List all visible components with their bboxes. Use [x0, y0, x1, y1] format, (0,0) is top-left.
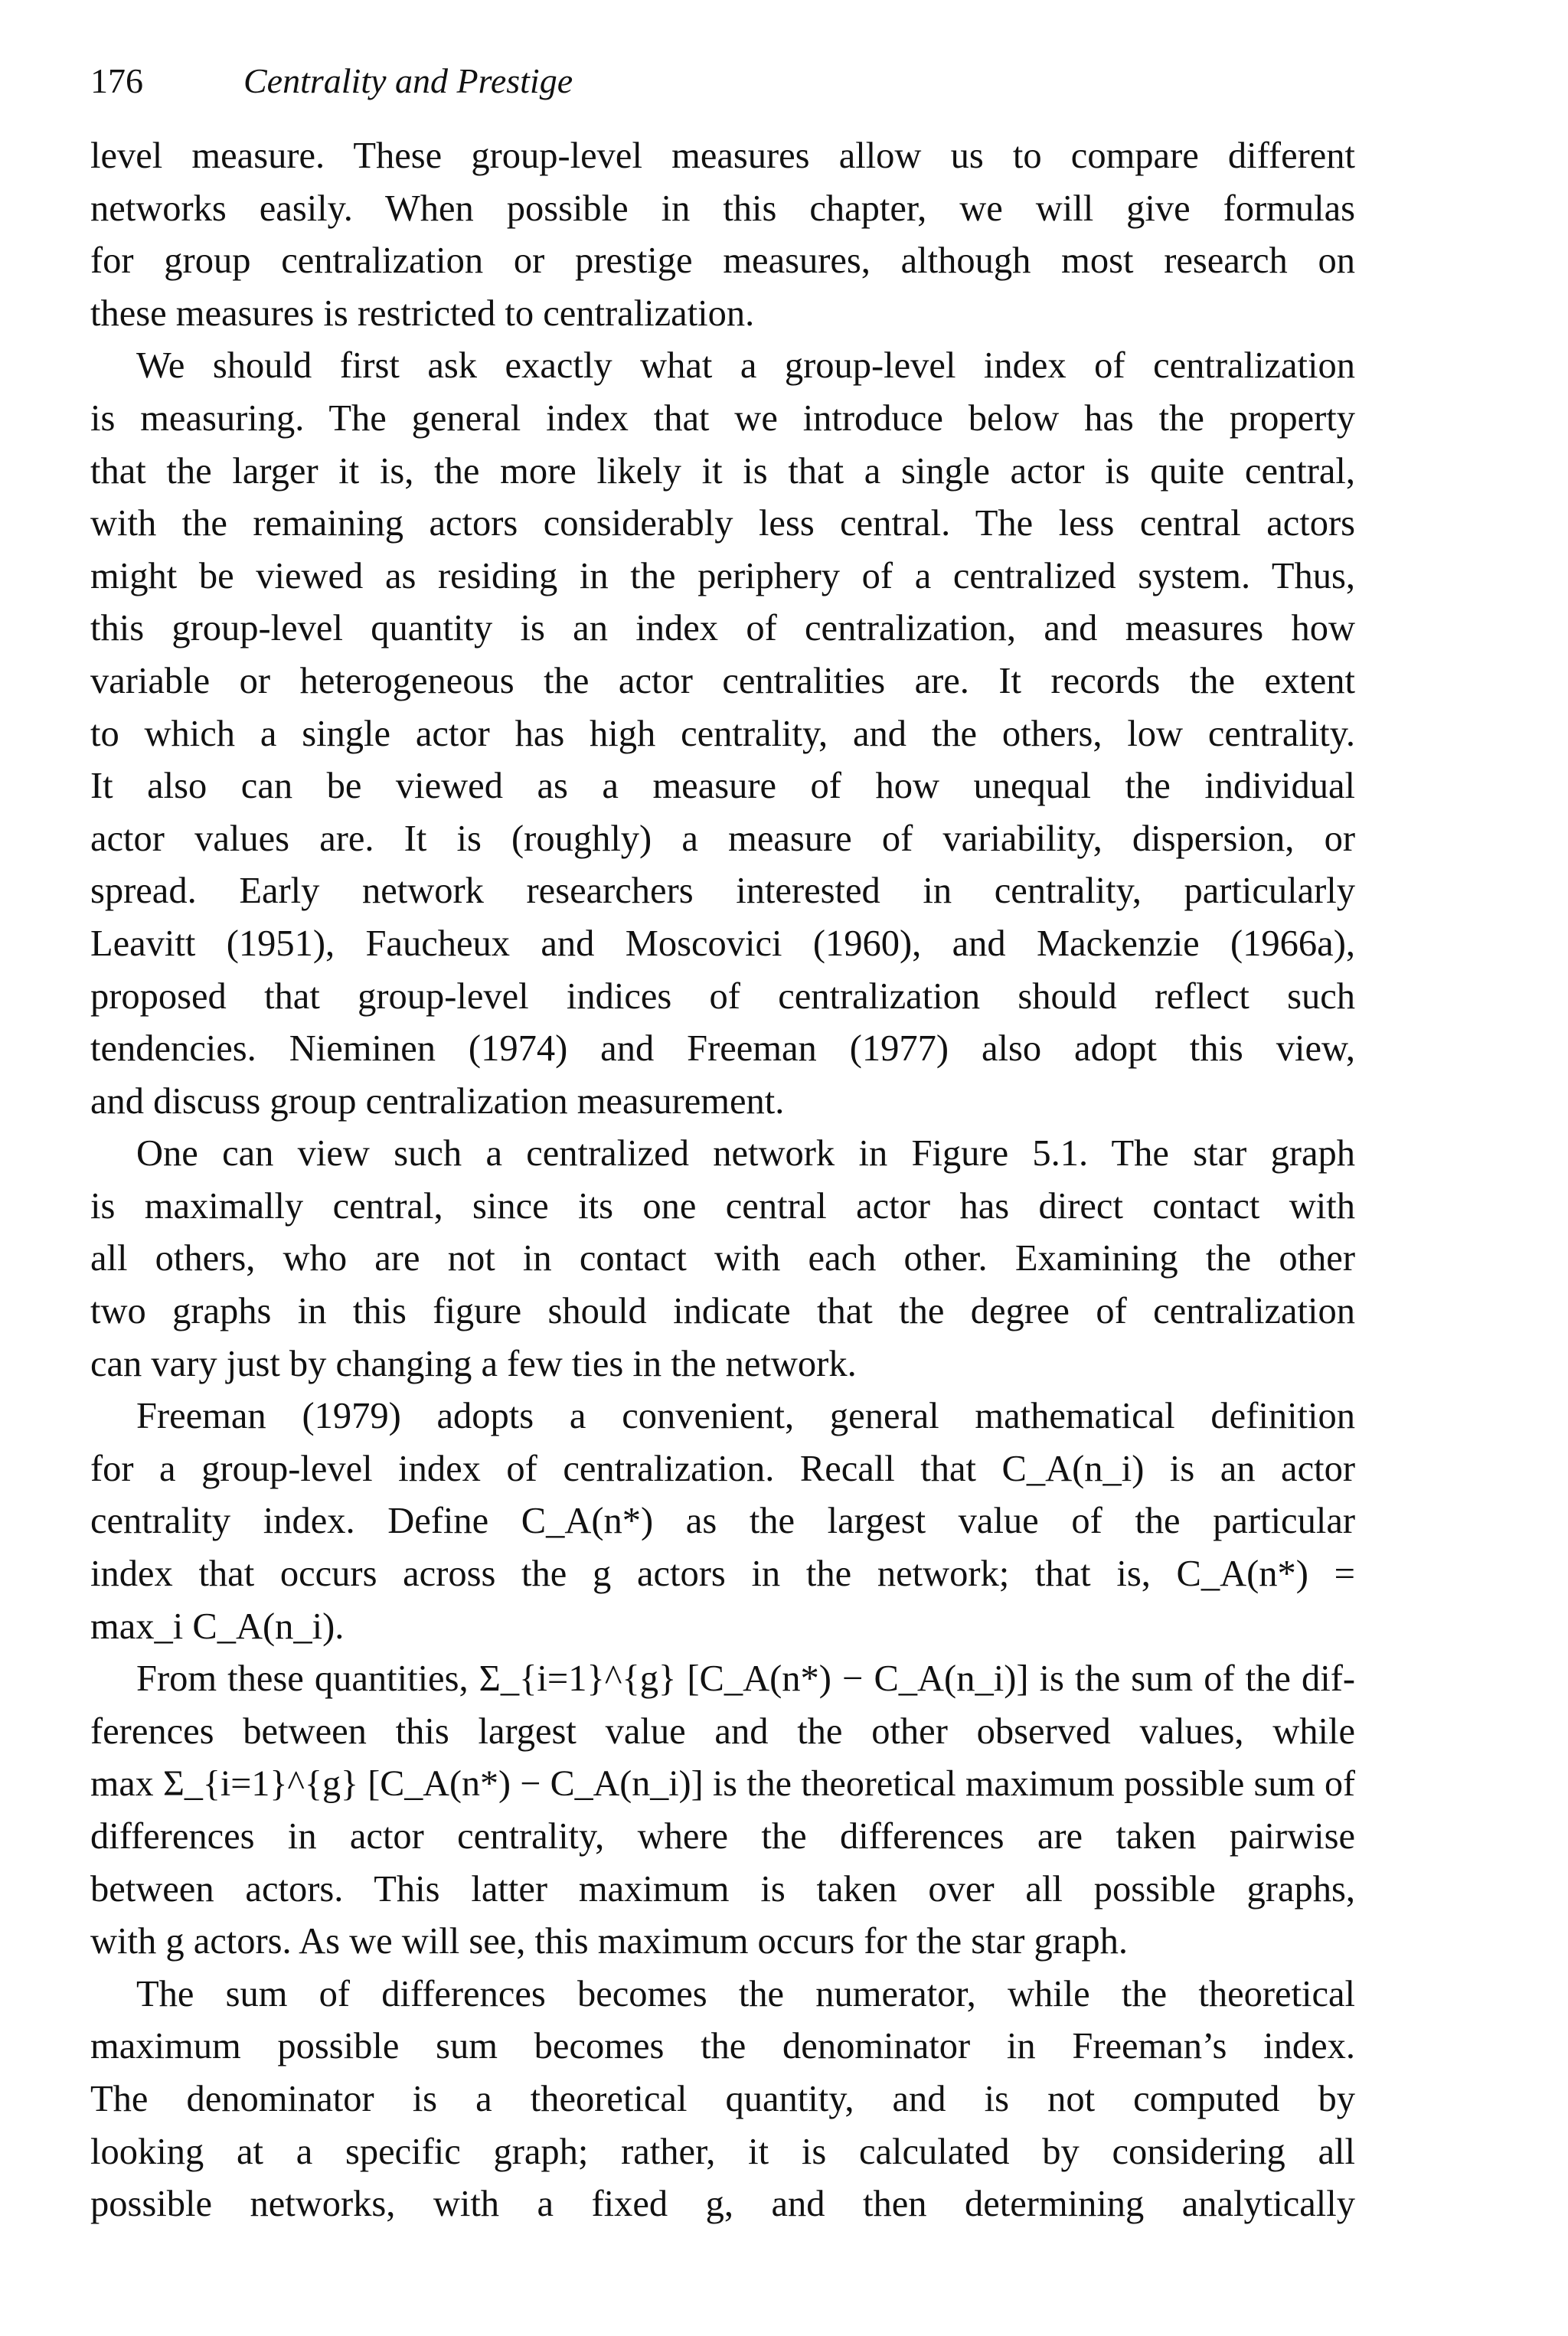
text-line: differences in actor centrality, where the differences are taken pairwise	[90, 1816, 1355, 1857]
text-line: with the remaining actors considerably less central. The less central actors	[90, 503, 1355, 544]
text-line: looking at a specific graph; rather, it is calculated by considering all	[90, 2131, 1355, 2172]
text-line: actor values are. It is (roughly) a measure of variability, dispersion, or	[90, 818, 1355, 859]
paragraph	[90, 1653, 1355, 1968]
running-title: Centrality and Prestige	[243, 61, 573, 100]
text-line: It also can be viewed as a measure of how unequal the individual	[90, 766, 1355, 807]
text-line: between actors. This latter maximum is taken over all possible graphs,	[90, 1868, 1355, 1910]
body-text	[90, 130, 1355, 2231]
text-line: Freeman (1979) adopts a convenient, general mathematical definition	[136, 1396, 1355, 1437]
text-line: The sum of differences becomes the numerator, while the theoretical	[136, 1973, 1355, 2014]
text-line: The denominator is a theoretical quantity, and is not computed by	[90, 2078, 1355, 2119]
text-line: proposed that group-level indices of centralization should reflect such	[90, 975, 1355, 1017]
text-line: index that occurs across the g actors in the network; that is, C_A(n*) =	[90, 1554, 1355, 1595]
paragraph	[90, 1968, 1355, 2231]
text-line: From these quantities, Σ_{i=1}^{g} [C_A(n*) − C_A(n_i)] is the sum of the dif-	[136, 1658, 1355, 1700]
text-line: with g actors. As we will see, this maximum occurs for the star graph.	[90, 1921, 1129, 1962]
text-line: that the larger it is, the more likely it is that a single actor is quite central,	[90, 450, 1355, 492]
text-line: to which a single actor has high centrality, and the others, low centrality.	[90, 713, 1355, 754]
text-line: Leavitt (1951), Faucheux and Moscovici (1960), and Mackenzie (1966a),	[90, 923, 1355, 964]
text-line: max_i C_A(n_i).	[90, 1606, 345, 1647]
text-line: One can view such a centralized network in Figure 5.1. The star graph	[136, 1133, 1355, 1175]
text-line: is maximally central, since its one central actor has direct contact with	[90, 1185, 1355, 1227]
text-line: is measuring. The general index that we introduce below has the property	[90, 397, 1355, 439]
running-head	[90, 58, 573, 104]
text-line: all others, who are not in contact with each other. Examining the other	[90, 1238, 1355, 1279]
text-line: for a group-level index of centralization. Recall that C_A(n_i) is an actor	[90, 1448, 1355, 1489]
text-line: centrality index. Define C_A(n*) as the largest value of the particular	[90, 1501, 1355, 1542]
text-line: spread. Early network researchers interested in centrality, particularly	[90, 871, 1355, 912]
text-line: might be viewed as residing in the periphery of a centralized system. Thus,	[90, 555, 1355, 596]
text-line: level measure. These group-level measures allow us to compare different	[90, 136, 1355, 176]
text-line: two graphs in this figure should indicate that the degree of centralization	[90, 1291, 1355, 1332]
paragraph	[90, 340, 1355, 1128]
text-line: possible networks, with a fixed g, and then determining analytically	[90, 2184, 1355, 2225]
paragraph	[90, 1390, 1355, 1653]
text-line: maximum possible sum becomes the denominator in Freeman’s index.	[90, 2026, 1355, 2067]
text-line: variable or heterogeneous the actor centralities are. It records the extent	[90, 660, 1355, 701]
text-line: max Σ_{i=1}^{g} [C_A(n*) − C_A(n_i)] is the theoretical maximum possible sum of	[90, 1763, 1355, 1805]
text-line: this group-level quantity is an index of centralization, and measures how	[90, 608, 1355, 649]
paragraph	[90, 130, 1355, 340]
text-line: networks easily. When possible in this chapter, we will give formulas	[90, 188, 1355, 229]
text-line: these measures is restricted to centralization.	[90, 292, 755, 334]
text-line: ferences between this largest value and the other observed values, while	[90, 1710, 1355, 1752]
text-line: We should first ask exactly what a group-level index of centralization	[136, 345, 1355, 387]
paragraph	[90, 1128, 1355, 1390]
text-line: can vary just by changing a few ties in the network.	[90, 1343, 857, 1384]
text-line: tendencies. Nieminen (1974) and Freeman (1977) also adopt this view,	[90, 1028, 1355, 1070]
page-number: 176	[90, 61, 143, 100]
text-line: and discuss group centralization measurement.	[90, 1080, 785, 1122]
text-line: for group centralization or prestige measures, although most research on	[90, 240, 1355, 282]
